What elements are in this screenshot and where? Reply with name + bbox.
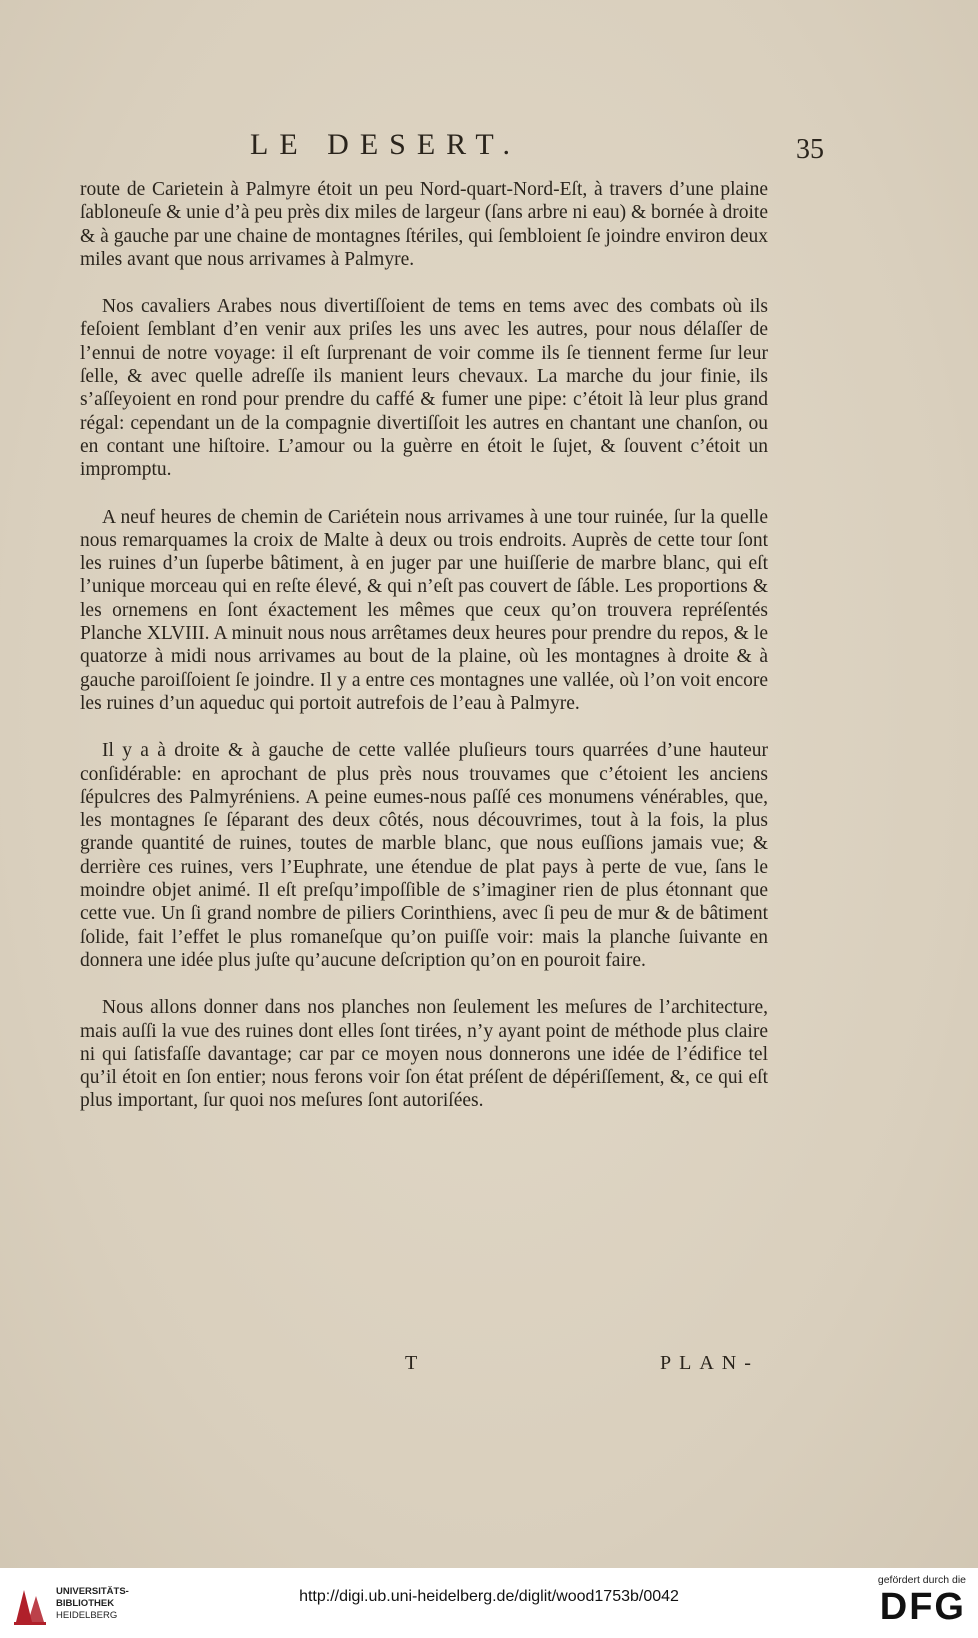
dfg-caption: gefördert durch die xyxy=(877,1574,966,1586)
paragraph-5: Nous allons donner dans nos planches non ſeulement les meſures de l’architecture, mais auſſi la vue des ruines dont elles ſont tirées, n’y ayant point de méthode plus claire ni qui ſatisfaſſe davantage; car par ce moyen nous donnerons une idée de l’édifice tel qu’il étoit en ſon entier; nous ferons voir ſon état préſent de dépériſſement, &, ce qui eſt plus important, ſur quoi nos meſures ſont autoriſées. xyxy=(80,997,768,1112)
page-header xyxy=(0,128,978,168)
page-number: 35 xyxy=(796,134,824,165)
paragraph-2: Nos cavaliers Arabes nous divertiſſoient de tems en tems avec des combats où ils feſoient ſemblant d’en venir aux priſes les uns avec les autres, pour nous délaſſer de l’ennui de notre voyage: il eſt ſurprenant de voir comme ils ſe tiennent ferme ſur leur ſelle, & avec quelle adreſſe ils manient leurs chevaux. La marche du jour finie, ils s’aſſeyoient en rond pour prendre du caffé & fumer une pipe: c’étoit là leur plus grand régal: cependant un de la compagnie divertiſſoit les autres en chantant une chanſon, ou en contant une hiſtoire. L’amour ou la guèrre en étoit le ſujet, & ſouvent c’étoit un impromptu. xyxy=(80,296,768,481)
paragraph-4: Il y a à droite & à gauche de cette vallée pluſieurs tours quarrées d’une hauteur conſidérable: en aprochant de plus près nous trouvames que c’étoient les anciens ſépulcres des Palmyréniens. A peine eumes-nous paſſé ces monumens vénérables, que, les montagnes ſe ſéparant des deux côtés, nous découvrimes, tout à la fois, la plus grande quantité de ruines, toutes de marble blanc, que nous euſſions jamais vue; & derrière ces ruines, vers l’Euphrate, une étendue de plat pays à perte de vue, ſans le moindre objet animé. Il eſt preſqu’impoſſible de s’imaginer rien de plus étonnant que cette vue. Un ſi grand nombre de piliers Corinthiens, avec ſi peu de mur & de bâtiment ſolide, fait l’effet le plus romaneſque qu’on puiſſe voir: mais la planche ſuivante en donnera une idée plus juſte qu’aucune deſcription qu’on en pouroit faire. xyxy=(80,740,768,971)
paragraph-3: A neuf heures de chemin de Cariétein nous arrivames à une tour ruinée, ſur la quelle nous remarquames la croix de Malte à deux ou trois endroits. Auprès de cette tour ſont les ruines d’un ſuperbe bâtiment, à en juger par une huiſſerie de marbre blanc, qui eſt l’unique morceau qui en reſte élevé, & qui n’eſt pas couvert de ſáble. Les proportions & les ornemens en ſont éxactement les mêmes que ceux qu’on trouvera repréſentés Planche XLVIII. A minuit nous nous arrêtames deux heures pour prendre du repos, & le quatorze à midi nous arrivames au bout de la plaine, où les montagnes à droite & à gauche paroiſſoient ſe joindre. Il y a entre ces montagnes une vallée, où l’on voit encore les ruines d’un aqueduc qui portoit autrefois de l’eau à Palmyre. xyxy=(80,506,768,714)
page-footer xyxy=(0,1352,978,1382)
logo-line-2: BIBLIOTHEK xyxy=(56,1598,115,1609)
library-footer-bar xyxy=(0,1568,978,1638)
body-text xyxy=(80,178,768,1137)
permalink-url[interactable]: http://digi.ub.uni-heidelberg.de/diglit/wood1753b/0042 xyxy=(299,1588,679,1605)
logo-line-1: UNIVERSITÄTS- xyxy=(56,1586,129,1597)
running-title: LE DESERT. xyxy=(250,128,521,161)
signature-mark: T xyxy=(405,1352,418,1374)
catchword: PLAN- xyxy=(660,1352,759,1374)
dfg-logo: DFG xyxy=(879,1586,966,1628)
logo-line-3: HEIDELBERG xyxy=(56,1610,118,1621)
paragraph-1: route de Carietein à Palmyre étoit un peu Nord-quart-Nord-Eſt, à travers d’une plaine ſabloneuſe & unie d’à peu près dix miles de largeur (ſans arbre ni eau) & bornée à droite & à gauche par une chaine de montagnes ſtériles, qui ſembloient ſe joindre environ deux miles avant que nous arrivames à Palmyre. xyxy=(80,179,768,270)
dfg-funding-logo[interactable] xyxy=(856,1574,966,1628)
